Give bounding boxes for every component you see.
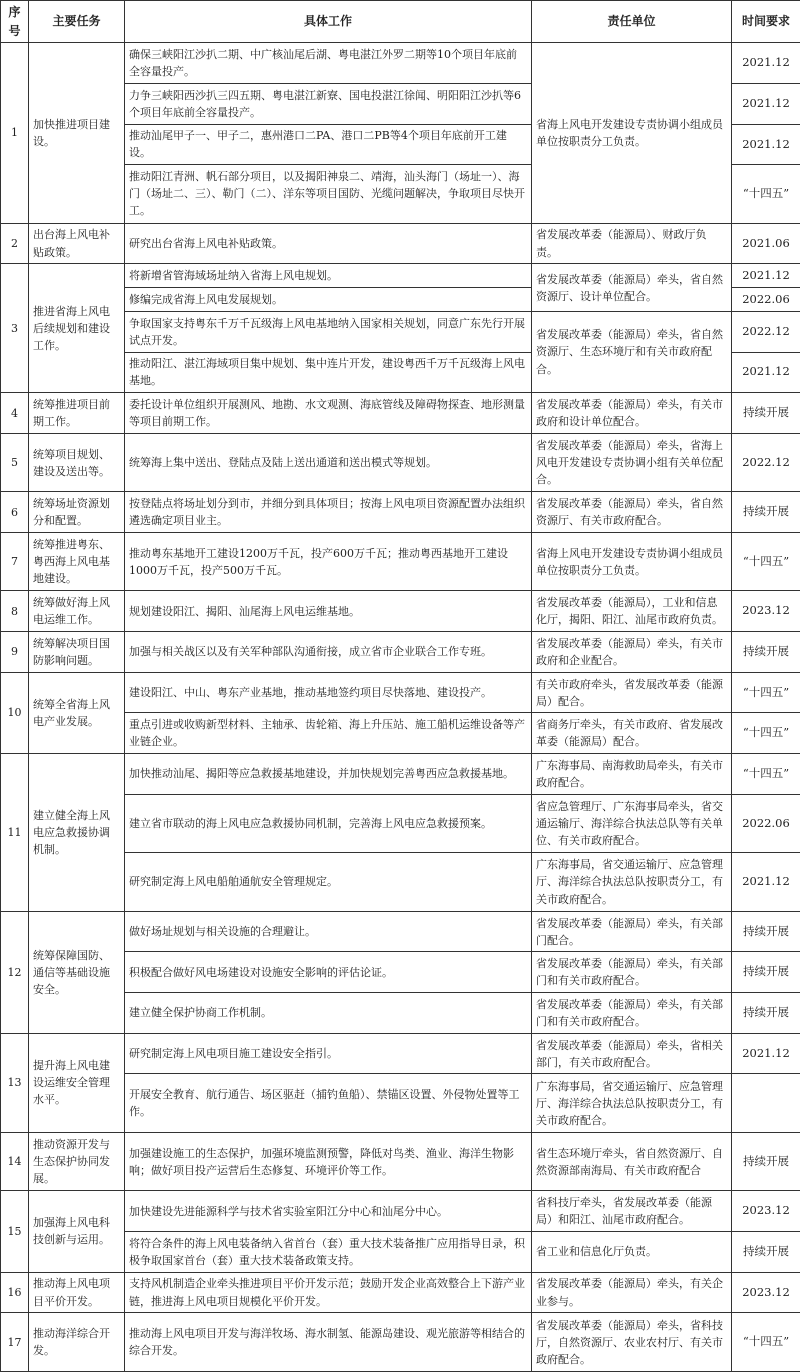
header-time: 时间要求 [732, 1, 800, 43]
specific-work: 加快建设先进能源科学与技术省实验室阳江分中心和汕尾分中心。 [125, 1191, 532, 1232]
main-task: 统筹全省海上风电产业发展。 [29, 672, 125, 753]
row-number: 9 [1, 632, 29, 673]
row-number: 17 [1, 1313, 29, 1372]
row-number: 14 [1, 1132, 29, 1190]
time-requirement: 2021.12 [732, 83, 800, 124]
responsible-unit: 省生态环境厅牵头，省自然资源厅、自然资源部南海局、有关市政府配合 [532, 1132, 732, 1190]
specific-work: 建设阳江、中山、粤东产业基地，推动基地签约项目尽快落地、建设投产。 [125, 672, 532, 713]
table-row [1, 223, 800, 264]
main-task: 提升海上风电建设运维安全管理水平。 [29, 1033, 125, 1132]
responsible-unit: 省发展改革委（能源局）牵头，有关部门和有关市政府配合。 [532, 993, 732, 1034]
responsible-unit: 广东海事局，省交通运输厅、应急管理厅、海洋综合执法总队按职责分工，有关市政府配合。 [532, 1074, 732, 1132]
responsible-unit: 省海上风电开发建设专责协调小组成员单位按职责分工负责。 [532, 533, 732, 591]
main-task: 统筹解决项目国防影响问题。 [29, 632, 125, 673]
table-body [1, 43, 800, 1372]
responsible-unit: 广东海事局、南海救助局牵头，有关市政府配合。 [532, 754, 732, 795]
row-number: 1 [1, 43, 29, 223]
table-row [1, 1313, 800, 1372]
time-requirement: 持续开展 [732, 911, 800, 952]
specific-work: 研究制定海上风电项目施工建设安全指引。 [125, 1033, 532, 1074]
responsible-unit: 省发展改革委（能源局）牵头，省自然资源厅、生态环境厅和有关市政府配合。 [532, 311, 732, 392]
main-task: 统筹推进项目前期工作。 [29, 393, 125, 434]
main-task: 推动海洋综合开发。 [29, 1313, 125, 1372]
main-task: 统筹项目规划、建设及送出等。 [29, 433, 125, 491]
responsible-unit: 省发展改革委（能源局）牵头，有关企业参与。 [532, 1272, 732, 1313]
specific-work: 统筹海上集中送出、登陆点及陆上送出通道和送出模式等规划。 [125, 433, 532, 491]
table-row [1, 264, 800, 288]
specific-work: 将新增省管海域场址纳入省海上风电规划。 [125, 264, 532, 288]
table-row [1, 43, 800, 84]
row-number: 4 [1, 393, 29, 434]
row-number: 7 [1, 533, 29, 591]
main-task: 统筹场址资源划分和配置。 [29, 492, 125, 533]
main-task: 出台海上风电补贴政策。 [29, 223, 125, 264]
main-task: 建立健全海上风电应急救援协调机制。 [29, 754, 125, 912]
specific-work: 加强建设施工的生态保护，加强环境监测预警，降低对鸟类、渔业、海洋生物影响；做好项目投产运营后生态修复、环境评价等工作。 [125, 1132, 532, 1190]
header-unit: 责任单位 [532, 1, 732, 43]
specific-work: 支持风机制造企业牵头推进项目平价开发示范；鼓励开发企业高效整合上下游产业链，推进海上风电项目规模化平价开发。 [125, 1272, 532, 1313]
responsible-unit: 省发展改革委（能源局）牵头，有关市政府和设计单位配合。 [532, 393, 732, 434]
time-requirement: 2021.06 [732, 223, 800, 264]
time-requirement [732, 1074, 800, 1132]
row-number: 16 [1, 1272, 29, 1313]
specific-work: 研究制定海上风电船舶通航安全管理规定。 [125, 853, 532, 911]
specific-work: 建立健全保护协商工作机制。 [125, 993, 532, 1034]
responsible-unit: 省海上风电开发建设专责协调小组成员单位按职责分工负责。 [532, 43, 732, 223]
time-requirement: 2023.12 [732, 1272, 800, 1313]
specific-work: 委托设计单位组织开展测风、地勘、水文观测、海底管线及障碍物探查、地形测量等项目前期工作。 [125, 393, 532, 434]
specific-work: 争取国家支持粤东千万千瓦级海上风电基地纳入国家相关规划，同意广东先行开展试点开发。 [125, 311, 532, 352]
specific-work: 开展安全教育、航行通告、场区驱赶（捕钓鱼船）、禁锚区设置、外侵物处置等工作。 [125, 1074, 532, 1132]
row-number: 3 [1, 264, 29, 393]
specific-work: 加快推动汕尾、揭阳等应急救援基地建设，并加快规划完善粤西应急救援基地。 [125, 754, 532, 795]
time-requirement: 2021.12 [732, 352, 800, 393]
time-requirement: 持续开展 [732, 1132, 800, 1190]
main-task: 推动海上风电项目平价开发。 [29, 1272, 125, 1313]
table-row [1, 591, 800, 632]
responsible-unit: 有关市政府牵头，省发展改革委（能源局）配合。 [532, 672, 732, 713]
time-requirement: 2021.12 [732, 124, 800, 165]
time-requirement: “十四五” [732, 672, 800, 713]
header-task: 主要任务 [29, 1, 125, 43]
time-requirement: 持续开展 [732, 632, 800, 673]
time-requirement: 2022.06 [732, 288, 800, 312]
specific-work: 研究出台省海上风电补贴政策。 [125, 223, 532, 264]
table-row [1, 1191, 800, 1232]
responsible-unit: 省发展改革委（能源局）牵头，有关市政府和企业配合。 [532, 632, 732, 673]
specific-work: 做好场址规划与相关设施的合理避让。 [125, 911, 532, 952]
specific-work: 按登陆点将场址划分到市，并细分到具体项目；按海上风电项目资源配置办法组织遴选确定项目业主。 [125, 492, 532, 533]
table-row [1, 433, 800, 491]
row-number: 10 [1, 672, 29, 753]
specific-work: 规划建设阳江、揭阳、汕尾海上风电运维基地。 [125, 591, 532, 632]
responsible-unit: 省发展改革委（能源局），工业和信息化厅，揭阳、阳江、汕尾市政府负责。 [532, 591, 732, 632]
specific-work: 推动阳江青洲、帆石部分项目，以及揭阳神泉二、靖海，汕头海门（场址一）、海门（场址二、三）、勒门（二）、洋东等项目国防、光缆问题解决，争取项目尽快开工。 [125, 165, 532, 223]
table-row [1, 672, 800, 713]
time-requirement: “十四五” [732, 754, 800, 795]
responsible-unit: 广东海事局，省交通运输厅、应急管理厅、海洋综合执法总队按职责分工，有关市政府配合。 [532, 853, 732, 911]
time-requirement: “十四五” [732, 533, 800, 591]
table-row [1, 1132, 800, 1190]
time-requirement: 2022.12 [732, 433, 800, 491]
time-requirement: 2021.12 [732, 43, 800, 84]
main-task: 统筹做好海上风电运维工作。 [29, 591, 125, 632]
responsible-unit: 省发展改革委（能源局）牵头，有关部门配合。 [532, 911, 732, 952]
time-requirement: “十四五” [732, 1313, 800, 1372]
header-no: 序号 [1, 1, 29, 43]
time-requirement: “十四五” [732, 713, 800, 754]
time-requirement: 持续开展 [732, 952, 800, 993]
row-number: 2 [1, 223, 29, 264]
specific-work: 积极配合做好风电场建设对设施安全影响的评估论证。 [125, 952, 532, 993]
specific-work: 推动阳江、湛江海域项目集中规划、集中连片开发，建设粤西千万千瓦级海上风电基地。 [125, 352, 532, 393]
time-requirement: 持续开展 [732, 492, 800, 533]
table-row [1, 754, 800, 795]
main-task: 统筹推进粤东、粤西海上风电基地建设。 [29, 533, 125, 591]
responsible-unit: 省应急管理厅、广东海事局牵头，省交通运输厅、海洋综合执法总队等有关单位、有关市政府配合。 [532, 794, 732, 852]
row-number: 6 [1, 492, 29, 533]
time-requirement: 2022.06 [732, 794, 800, 852]
main-task: 统筹保障国防、通信等基础设施安全。 [29, 911, 125, 1033]
row-number: 13 [1, 1033, 29, 1132]
row-number: 5 [1, 433, 29, 491]
responsible-unit: 省发展改革委（能源局）牵头，省自然资源厅、设计单位配合。 [532, 264, 732, 311]
main-task: 推动资源开发与生态保护协同发展。 [29, 1132, 125, 1190]
specific-work: 推动海上风电项目开发与海洋牧场、海水制氢、能源岛建设、观光旅游等相结合的综合开发。 [125, 1313, 532, 1372]
responsible-unit: 省发展改革委（能源局）、财政厅负责。 [532, 223, 732, 264]
specific-work: 推动粤东基地开工建设1200万千瓦，投产600万千瓦；推动粤西基地开工建设1000万千瓦，投产500万千瓦。 [125, 533, 532, 591]
row-number: 12 [1, 911, 29, 1033]
time-requirement: 2023.12 [732, 1191, 800, 1232]
specific-work: 将符合条件的海上风电装备纳入省首台（套）重大技术装备推广应用指导目录，积极争取国家首台（套）重大技术装备政策支持。 [125, 1231, 532, 1272]
main-task: 加强海上风电科技创新与运用。 [29, 1191, 125, 1272]
responsible-unit: 省发展改革委（能源局）牵头，省海上风电开发建设专责协调小组有关单位配合。 [532, 433, 732, 491]
specific-work: 推动汕尾甲子一、甲子二，惠州港口二PA、港口二PB等4个项目年底前开工建设。 [125, 124, 532, 165]
time-requirement: “十四五” [732, 165, 800, 223]
row-number: 15 [1, 1191, 29, 1272]
time-requirement: 持续开展 [732, 1231, 800, 1272]
time-requirement: 2021.12 [732, 1033, 800, 1074]
header-row [1, 1, 800, 43]
table-row [1, 911, 800, 952]
main-task: 加快推进项目建设。 [29, 43, 125, 223]
responsible-unit: 省发展改革委（能源局）牵头，有关部门和有关市政府配合。 [532, 952, 732, 993]
specific-work: 修编完成省海上风电发展规划。 [125, 288, 532, 312]
specific-work: 力争三峡阳西沙扒三四五期、粤电湛江新寮、国电投湛江徐闻、明阳阳江沙扒等6个项目年底前全容量投产。 [125, 83, 532, 124]
table-row [1, 1033, 800, 1074]
specific-work: 加强与相关战区以及有关军种部队沟通衔接，成立省市企业联合工作专班。 [125, 632, 532, 673]
time-requirement: 2021.12 [732, 264, 800, 288]
responsible-unit: 省发展改革委（能源局）牵头，省相关部门，有关市政府配合。 [532, 1033, 732, 1074]
time-requirement: 2021.12 [732, 853, 800, 911]
responsible-unit: 省商务厅牵头，有关市政府、省发展改革委（能源局）配合。 [532, 713, 732, 754]
specific-work: 建立省市联动的海上风电应急救援协同机制，完善海上风电应急救援预案。 [125, 794, 532, 852]
time-requirement: 持续开展 [732, 993, 800, 1034]
responsible-unit: 省发展改革委（能源局）牵头，省科技厅，自然资源厅、农业农村厅、有关市政府配合。 [532, 1313, 732, 1372]
row-number: 8 [1, 591, 29, 632]
table-row [1, 632, 800, 673]
specific-work: 确保三峡阳江沙扒二期、中广核汕尾后湖、粤电湛江外罗二期等10个项目年底前全容量投产。 [125, 43, 532, 84]
table-row [1, 1272, 800, 1313]
responsible-unit: 省发展改革委（能源局）牵头，省自然资源厅、有关市政府配合。 [532, 492, 732, 533]
row-number: 11 [1, 754, 29, 912]
header-work: 具体工作 [125, 1, 532, 43]
main-task: 推进省海上风电后续规划和建设工作。 [29, 264, 125, 393]
specific-work: 重点引进或收购新型材料、主轴承、齿轮箱、海上升压站、施工船机运维设备等产业链企业。 [125, 713, 532, 754]
table-row [1, 533, 800, 591]
table-row [1, 393, 800, 434]
time-requirement: 持续开展 [732, 393, 800, 434]
table-row [1, 492, 800, 533]
responsible-unit: 省科技厅牵头，省发展改革委（能源局）和阳江、汕尾市政府配合。 [532, 1191, 732, 1232]
time-requirement: 2022.12 [732, 311, 800, 352]
responsible-unit: 省工业和信息化厅负责。 [532, 1231, 732, 1272]
time-requirement: 2023.12 [732, 591, 800, 632]
